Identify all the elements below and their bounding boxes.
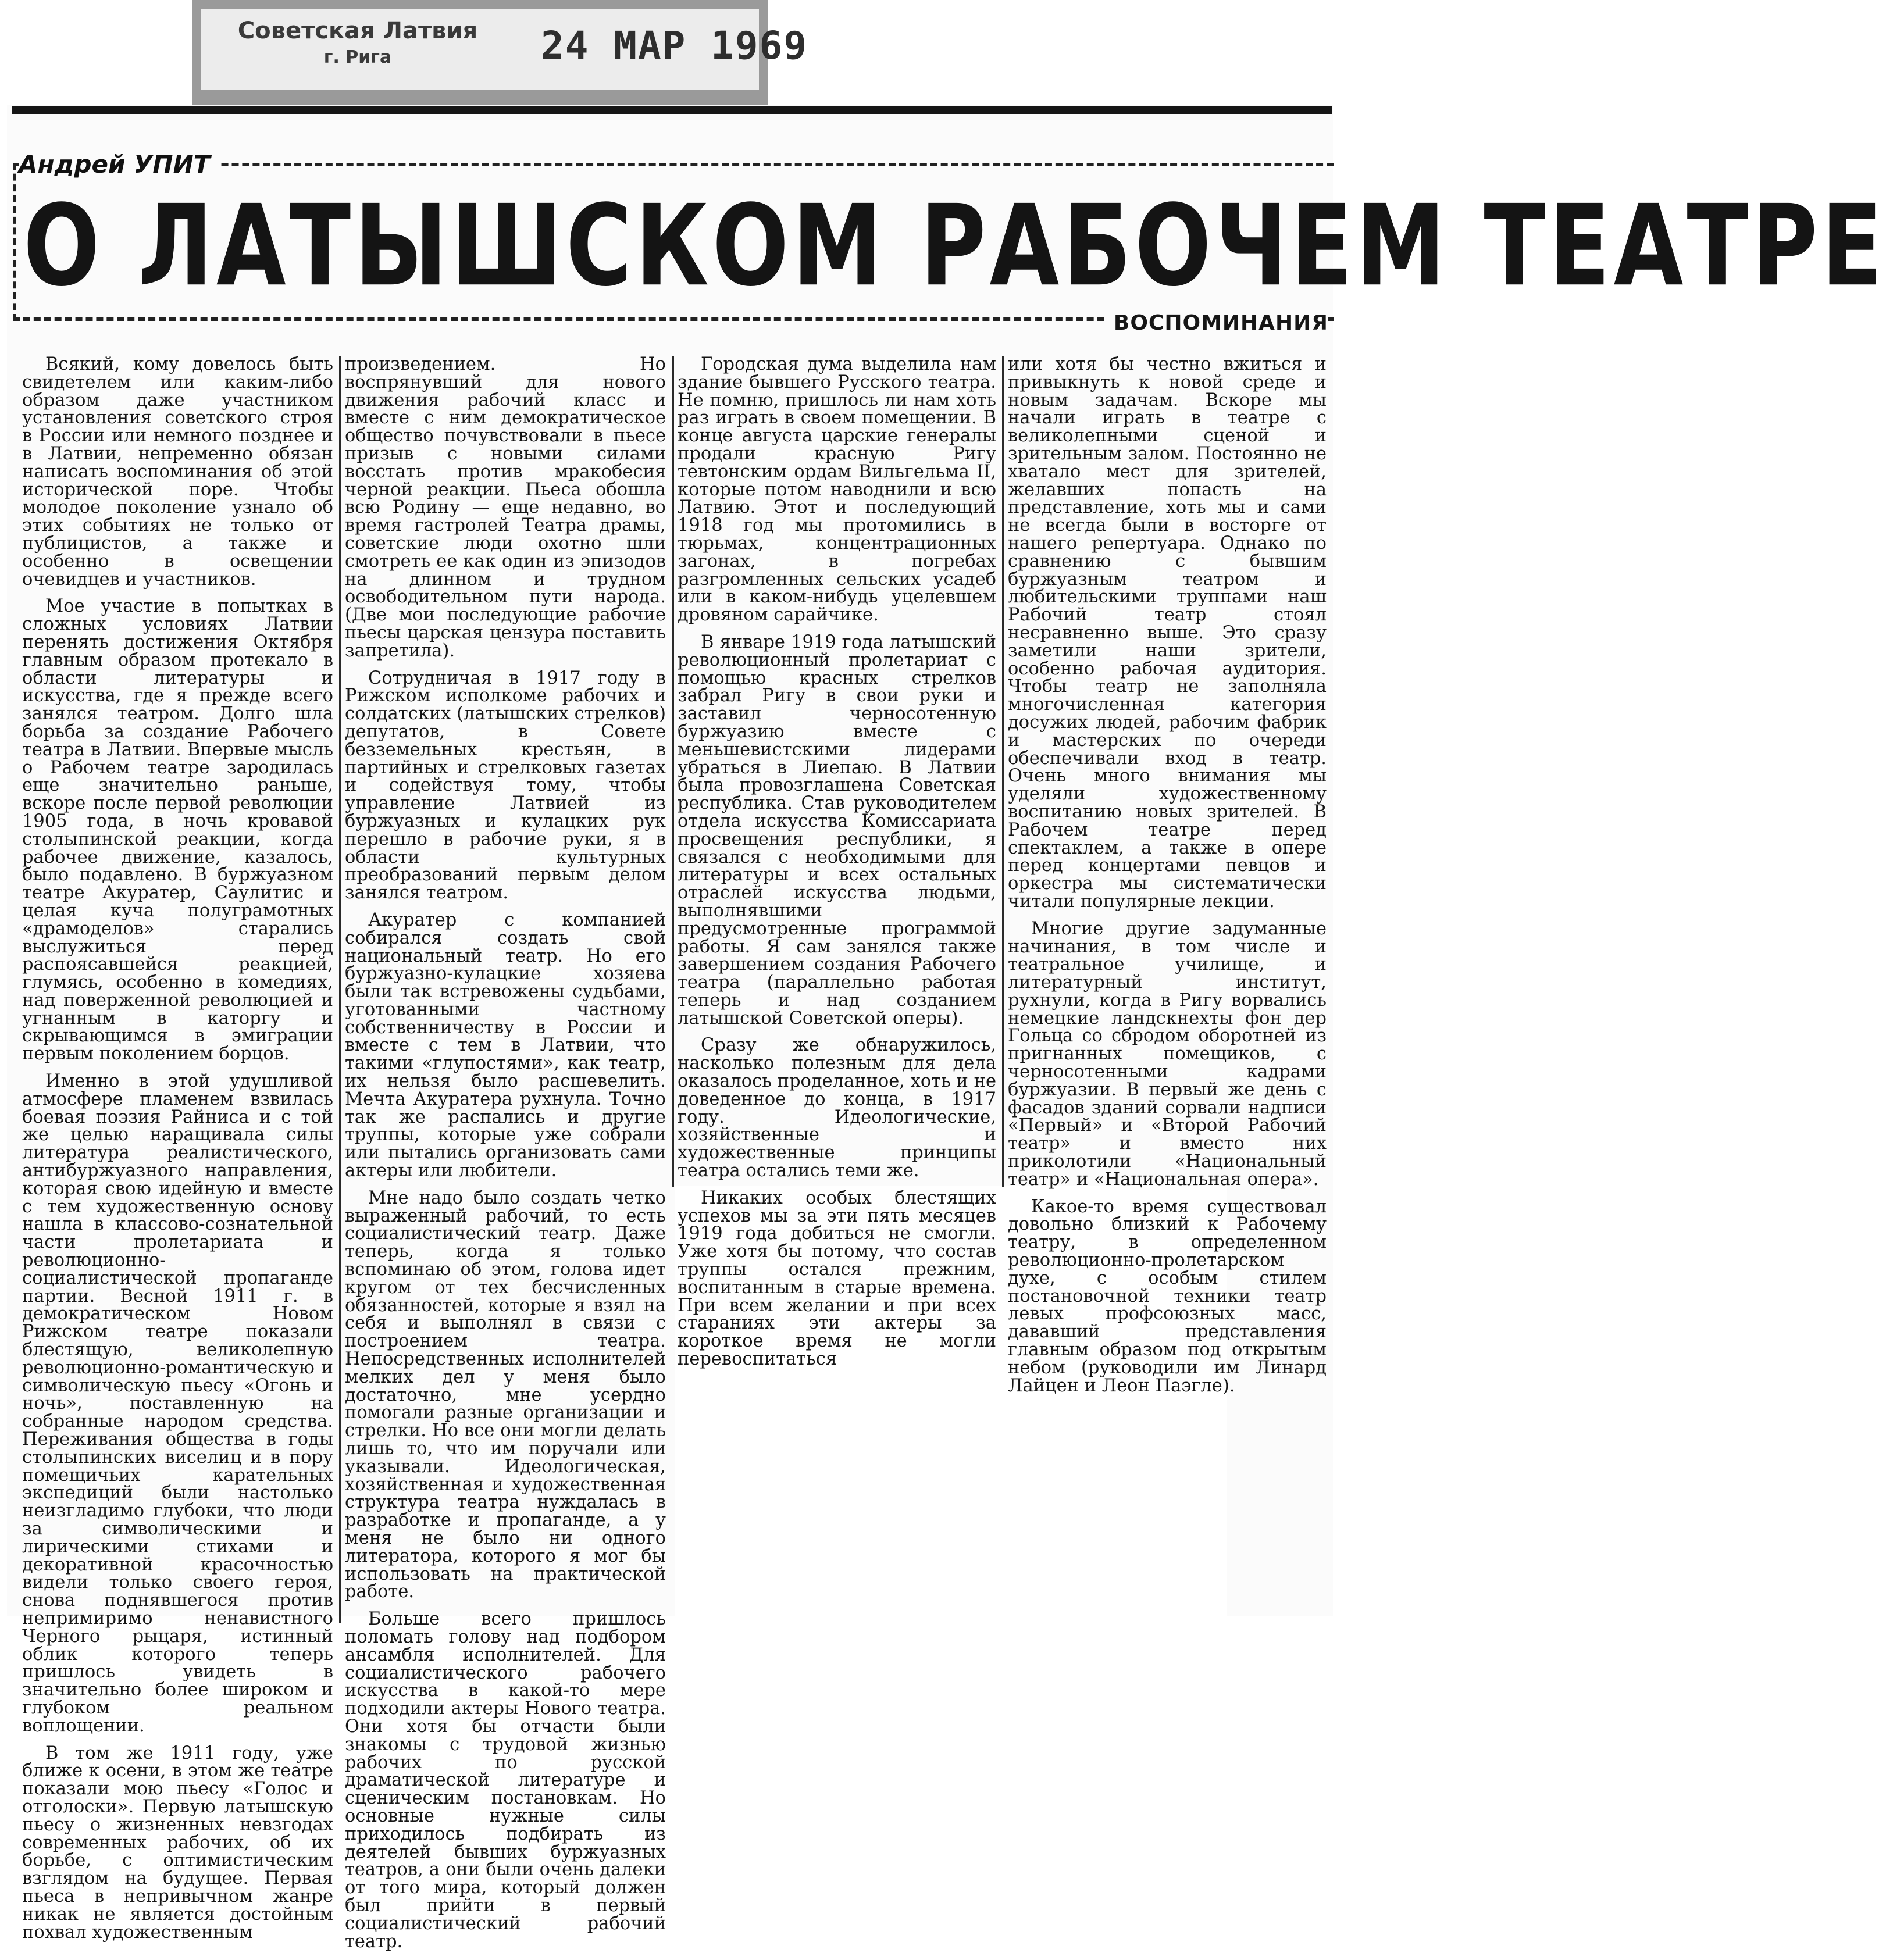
paragraph: Всякий, кому довелось быть свидетелем или каким-либо образом даже участником установления советского строя в России или немного позднее и в Латвии, непременно обязан написать воспоминания об этой исторической поре. Чтобы молодое поколение узнало об этих событиях не только от публицистов, а также и особенно в освещении очевидцев и участников.: [22, 354, 333, 590]
paragraph: Многие другие задуманные начинания, в том числе и театральное училище, и литературный институт, рухнули, когда в Ригу ворвались немецкие ландскнехты фон дер Гольца со сбродом оборотней из пригнанных помещиков, с черносотенными кадрами буржуазии. В первый же день с фасадов зданий сорвали надписи «Первый» и «Второй Рабочий театр» и вместо них приколотили «Национальный театр» и «Национальная опера».: [1008, 918, 1327, 1190]
paragraph: В том же 1911 году, уже ближе к осени, в этом же театре показали мою пьесу «Голос и отголоски». Первую латышскую пьесу о жизненных невзгодах современных рабочих, об их борьбе, с оптимистическим взглядом на будущее. Первая пьеса в непривычном жанре никак не является достойным похвал художественным: [22, 1743, 333, 1943]
column-divider: [1002, 356, 1004, 1187]
stamp-city: г. Рига: [323, 47, 392, 67]
stamp-newspaper: [206, 17, 509, 71]
paragraph: Мое участие в попытках в сложных условиях Латвии перенять достижения Октября главным образом протекало в области литературы и искусства, где я прежде всего занялся театром. Долго шла борьба за создание Рабочего театра в Латвии. Впервые мысль о Рабочем театре зародилась еще значительно раньше, вскоре после первой революции 1905 года, в ночь кровавой столыпинской реакции, когда рабочее движение, казалось, было подавлено. В буржуазном театре Акуратер, Саулитис и целая куча полуграмотных «драмоделов» старались выслужиться перед распоясавшейся реакцией, глумясь, особенно в комедиях, над поверженной революцией и угнанным в каторгу и скрывающимся в эмиграции первым поколением борцов.: [22, 596, 333, 1065]
paragraph: Сразу же обнаружилось, насколько полезным для дела оказалось проделанное, хоть и не доведенное до конца, в 1917 году. Идеологические, хозяйственные и художественные принципы театра остались теми же.: [678, 1035, 996, 1181]
article-column-4: [1008, 356, 1327, 1404]
stamp-date: 24 МАР 1969: [541, 23, 808, 68]
paragraph: или хотя бы честно вжиться и привыкнуть к новой среде и новым задачам. Вскоре мы начали играть в театре с великолепными сценой и зрительным залом. Постоянно не хватало мест для зрителей, желавших попасть на представление, хоть мы и сами не всегда были в восторге от нашего репертуара. Однако по сравнению с бывшим буржуазным театром и любительскими труппами наш Рабочий театр стоял несравненно выше. Это сразу заметили наши зрители, особенно рабочая аудитория. Чтобы театр не заполняла многочисленная категория досужих людей, рабочим фабрик и мастерских по очереди обеспечивали вход в театр. Очень много внимания мы уделяли художественному воспитанию новых зрителей. В Рабочем театре перед спектаклем, а также в опере перед концертами певцов и оркестра мы систематически читали популярные лекции.: [1008, 354, 1327, 912]
paragraph: Какое-то время существовал довольно близкий к Рабочему театру, в определенном революционно-пролетарском духе, с особым стилем постановочной техники театр левых профсоюзных масс, дававший представления главным образом под открытым небом (руководили им Линард Лайцен и Леон Паэгле).: [1008, 1196, 1327, 1396]
paragraph: Мне надо было создать четко выраженный рабочий, то есть социалистический театр. Даже теперь, когда я только вспоминаю об этом, голова идет кругом от тех бесчисленных обязанностей, которые я взял на себя и выполнял в связи с построением театра. Непосредственных исполнителей мелких дел у меня было достаточно, мне усердно помогали разные организации и стрелки. Но все они могли делать лишь то, что им поручали или указывали. Идеологическая, хозяйственная и художественная структура театра нуждалась в разработке и пропаганде, а у меня не было ни одного литератора, которого я мог бы использовать на практической работе.: [345, 1187, 666, 1602]
paragraph: Больше всего пришлось поломать голову над подбором ансамбля исполнителей. Для социалистического рабочего искусства в какой-то мере подходили актеры Нового театра. Они хотя бы отчасти были знакомы с трудовой жизнью рабочих по русской драматической литературе и сценическим постановкам. Но основные нужные силы приходилось подбирать из деятелей бывших буржуазных театров, а они были очень далеки от того мира, который должен был прийти в первый социалистический рабочий театр.: [345, 1609, 666, 1952]
paragraph: Именно в этой удушливой атмосфере пламенем взвилась боевая поэзия Райниса и с той же целью наращивала силы литература реалистического, антибуржуазного направления, которая свою идейную и вместе с тем художественную основу нашла в классово-сознательной части пролетариата и революционно-социалистической пропаганде партии. Весной 1911 г. в демократическом Новом Рижском театре показали блестящую, великолепную революционно-романтическую и символическую пьесу «Огонь и ночь», поставленную на собранные народом средства. Переживания общества в годы столыпинских виселиц и в пору помещичьих карательных экспедиций были настолько неизгладимо глубоки, что люди за символическими и лирическими стихами и декоративной красочностью видели только своего героя, снова поднявшегося против непримиримо ненавистного Черного рыцаря, истинный облик которого теперь пришлось увидеть в значительно более широком и глубоком реальном воплощении.: [22, 1071, 333, 1736]
backing-blank: [0, 0, 192, 110]
column-divider: [339, 356, 341, 1623]
stamp-newspaper-name: Советская Латвия: [237, 17, 478, 44]
paragraph: В январе 1919 года латышский революционный пролетариат с помощью красных стрелков забрал Ригу в свои руки и заставил черносотенную буржуазию вместе с меньшевистскими лидерами убраться в Лиепаю. В Латвии была провозглашена Советская республика. Став руководителем отдела искусства Комиссариата просвещения республики, я связался с необходимыми для литературы и всех остальных отраслей искусства людьми, выполнявшими предусмотренные программой работы. Я сам занялся также завершением создания Рабочего театра (параллельно работая теперь и над созданием латышской Советской оперы).: [678, 631, 996, 1029]
column-divider: [672, 356, 674, 1187]
paragraph: Никаких особых блестящих успехов мы за эти пять месяцев 1919 года добиться не смогли. Уже хотя бы потому, что состав труппы остался прежним, воспитанным в старые времена. При всем желании и при всех стараниях эти актеры за короткое время не могли перевоспитаться: [678, 1187, 996, 1370]
paragraph: Городская дума выделила нам здание бывшего Русского театра. Не помню, пришлось ли нам хоть раз играть в своем помещении. В конце августа царские генералы продали красную Ригу тевтонским ордам Вильгельма II, которые потом наводнили и всю Латвию. Этот и последующий 1918 год мы протомились в тюрьмах, концентрационных загонах, в погребах разгромленных сельских усадеб или в каком-нибудь уцелевшем дровяном сарайчике.: [678, 354, 996, 626]
paragraph: Сотрудничая в 1917 году в Рижском исполкоме рабочих и солдатских (латышских стрелков) депутатов, в Совете безземельных крестьян, в партийных и стрелковых газетах и содействуя тому, чтобы управление Латвией из буржуазных и кулацких рук перешло в рабочие руки, я в области культурных преобразований первым делом занялся театром.: [345, 667, 666, 904]
top-rule: [12, 106, 1332, 114]
article-title: О ЛАТЫШСКОМ РАБОЧЕМ ТЕАТРЕ: [23, 180, 1886, 312]
article-column-1: [22, 356, 333, 1951]
paragraph: произведением. Но воспрянувший для нового движения рабочий класс и вместе с ним демократическое общество почувствовали в пьесе призыв с новыми силами восстать против мракобесия черной реакции. Пьеса обошла всю Родину — еще недавно, во время гастролей Театра драмы, советские люди охотно шли смотреть ее как один из эпизодов на длинном и трудном освободительном пути народа. (Две мои последующие рабочие пьесы царская цензура поставить запретила).: [345, 354, 666, 661]
paragraph: Акуратер с компанией собирался создать свой национальный театр. Но его буржуазно-кулацкие хозяева были так встревожены судьбами, уготованными частному собственничеству в России и вместе с тем в Латвии, что такими «глупостями», как театр, их нельзя было расшевелить. Мечта Акуратера рухнула. Точно так же распались и другие труппы, которые уже собрали или пытались организовать сами актеры или любители.: [345, 909, 666, 1181]
article-column-3: [678, 356, 996, 1378]
article-column-2: [345, 356, 666, 1960]
article-author: Андрей УПИТ: [19, 150, 218, 178]
article-subtitle: ВОСПОМИНАНИЯ: [1107, 311, 1328, 335]
